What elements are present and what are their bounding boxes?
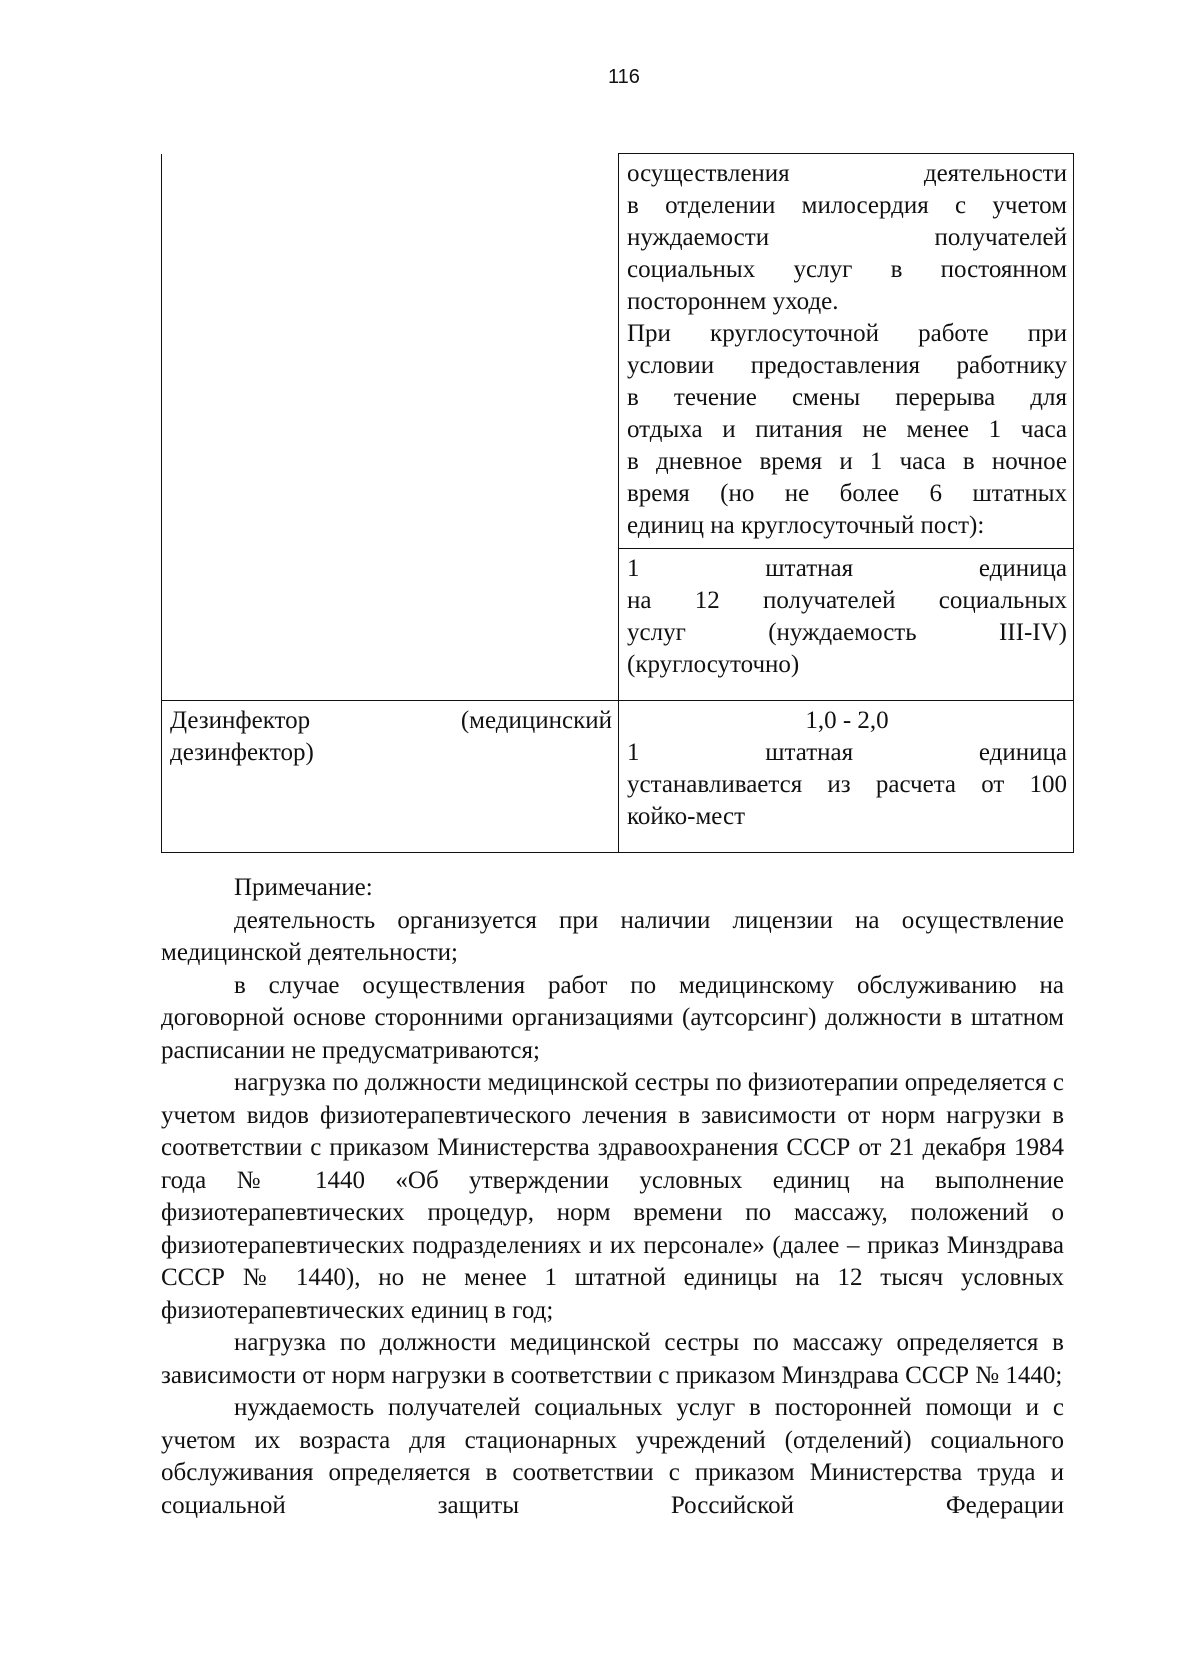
note-paragraph: нагрузка по должности медицинской сестры по физиотерапии определяется с учетом видов физиотерапевтического лечения в зависимости от норм нагрузки в соответствии с приказом Министерства здравоохранения СССР от 21 декабря 1984 года № 1440 «Об утверждении условных единиц на выполнение физиотерапевтических процедур, норм времени по массажу, положений о физиотерапевтических подразделениях и их персонале» (далее – приказ Минздрава СССР № 1440), но не менее 1 штатной единицы на 12 тысяч условных физиотерапевтических единиц в год; — [161, 1069, 1064, 1324]
norm-line: на 12 получателей социальных — [627, 587, 1067, 614]
norm-line: отдыха и питания не менее 1 часа — [627, 416, 1067, 443]
norm-line: нуждаемости получателей — [627, 224, 1067, 251]
position-line: дезинфектор) — [170, 739, 314, 766]
norm-line: услуг (нуждаемость III-IV) — [627, 619, 1067, 646]
norm-line: условии предоставления работнику — [627, 352, 1067, 379]
norm-line: социальных услуг в постоянном — [627, 256, 1067, 283]
page-number: 116 — [608, 66, 640, 88]
norm-line: устанавливается из расчета от 100 — [627, 771, 1067, 798]
norm-line: 1 штатная единица — [627, 555, 1067, 582]
norm-line: (круглосуточно) — [627, 651, 800, 678]
note-paragraph: в случае осуществления работ по медицинскому обслуживанию на договорной основе сторонними организациями (аутсорсинг) должности в штатном расписании не предусматриваются; — [161, 971, 1064, 1064]
notes-section — [161, 872, 1064, 1522]
norm-line: 1 штатная единица — [627, 739, 1067, 766]
norm-value: 1,0 - 2,0 — [805, 707, 889, 734]
position-cell — [162, 154, 619, 701]
norm-cell — [619, 549, 1074, 701]
note-paragraph: нагрузка по должности медицинской сестры по массажу определяется в зависимости от норм нагрузки в соответствии с приказом Минздрава СССР № 1440; — [161, 1329, 1064, 1389]
norm-line: осуществления деятельности — [627, 160, 1067, 187]
note-paragraph: деятельность организуется при наличии лицензии на осуществление медицинской деятельности; — [161, 906, 1064, 966]
norm-line: койко-мест — [627, 803, 746, 830]
norm-line: При круглосуточной работе при — [627, 320, 1067, 347]
table-row — [162, 701, 1074, 853]
notes-title: Примечание: — [234, 874, 373, 901]
norm-line: в течение смены перерыва для — [627, 384, 1067, 411]
norm-line: в отделении милосердия с учетом — [627, 192, 1067, 219]
norm-line: в дневное время и 1 часа в ночное — [627, 448, 1067, 475]
norm-cell — [619, 701, 1074, 853]
position-cell — [162, 701, 619, 853]
table-row — [162, 154, 1074, 549]
note-paragraph: нуждаемость получателей социальных услуг в посторонней помощи и с учетом их возраста для стационарных учреждений (отделений) социального обслуживания определяется в соответствии с приказом Министерства труда и социальной защиты Российской Федерации — [161, 1394, 1064, 1519]
norm-cell — [619, 154, 1074, 549]
position-line: Дезинфектор (медицинский — [170, 707, 612, 734]
norm-line: время (но не более 6 штатных — [627, 480, 1067, 507]
norm-line: единиц на круглосуточный пост): — [627, 512, 985, 539]
staffing-table — [161, 153, 1074, 853]
norm-line: постороннем уходе. — [627, 288, 839, 315]
